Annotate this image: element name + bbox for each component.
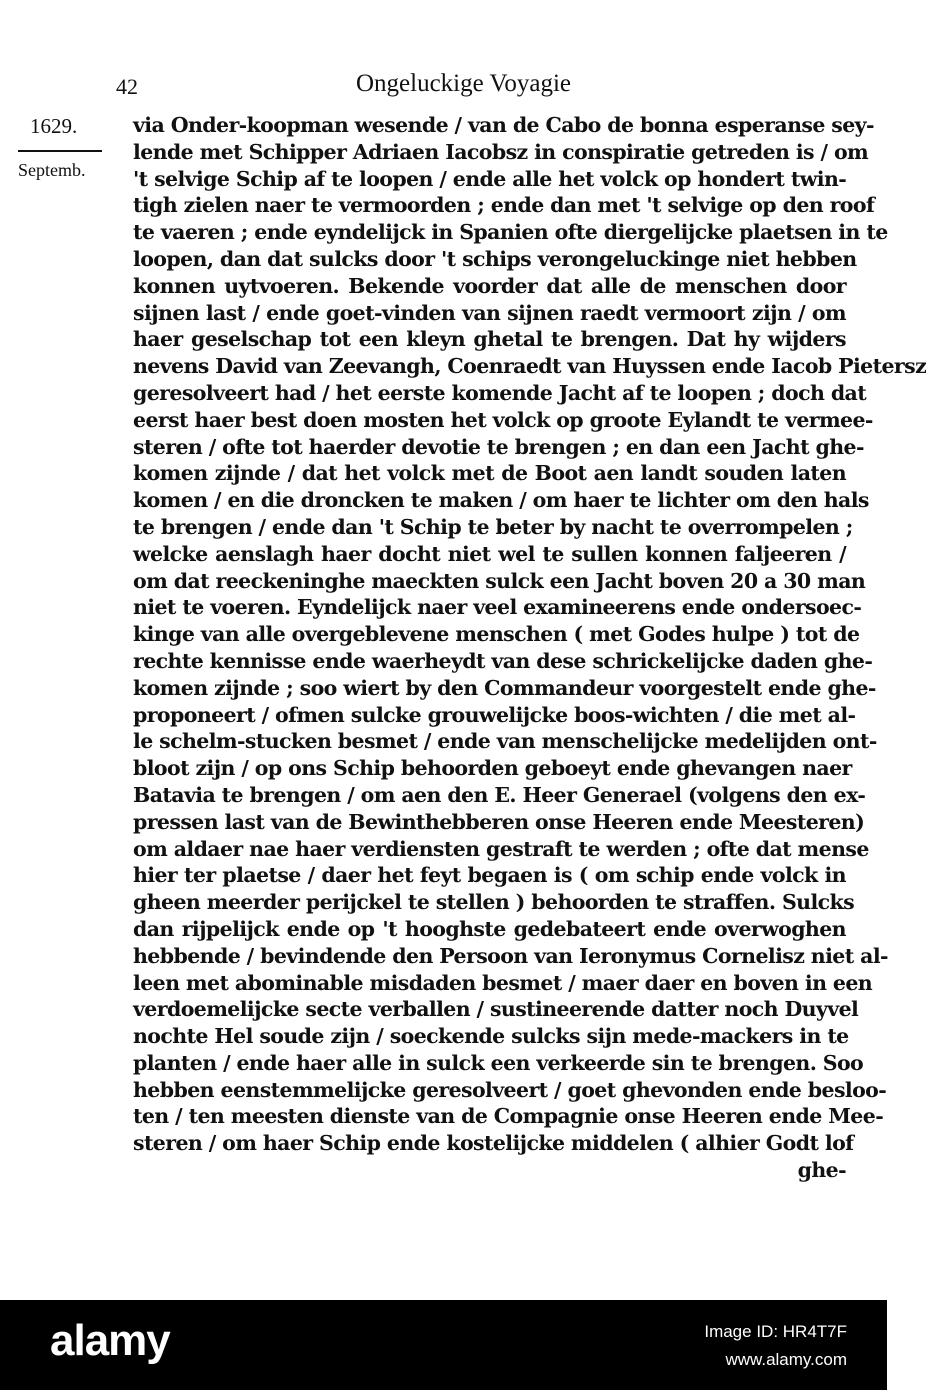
text-line: lende met Schipper Adriaen Iacobsz in conspiratie getreden is / om — [133, 139, 869, 164]
text-line: hebbende / bevindende den Persoon van Ieronymus Cornelisz niet al- — [133, 943, 888, 968]
text-line: eerst haer best doen mosten het volck op groote Eylandt te vermee- — [133, 407, 873, 432]
text-line: haer geselschap tot een kleyn ghetal te brengen. Dat hy wijders — [133, 327, 846, 352]
running-title: Ongeluckige Voyagie — [355, 70, 571, 97]
text-line: gheen meerder perijckel te stellen ) behoorden te straffen. Sulcks — [133, 890, 855, 915]
text-line: komen zijnde ; soo wiert by den Commandeur voorgestelt ende ghe- — [133, 675, 876, 700]
text-line: om dat reeckeninghe maeckten sulck een Jacht boven 20 a 30 man — [133, 568, 866, 593]
text-line: om aldaer nae haer verdiensten gestraft te werden ; ofte dat mense — [133, 836, 869, 861]
watermark-footer — [0, 1300, 887, 1390]
margin-note-month: Septemb. — [18, 160, 86, 180]
text-line: komen / en die droncken te maken / om haer te lichter om den hals — [133, 488, 869, 513]
margin-note-year: 1629. — [30, 114, 78, 138]
text-line: via Onder-koopman wesende / van de Cabo de bonna esperanse sey- — [133, 113, 874, 137]
text-line: le schelm-stucken besmet / ende van menschelijcke medelijden ont- — [133, 729, 877, 754]
footer-url: www.alamy.com — [725, 1350, 847, 1369]
body-text — [133, 112, 926, 1184]
margin-rule-divider — [18, 150, 102, 152]
text-line: nevens David van Zeevangh, Coenraedt van Huyssen ende Iacob Pietersz — [133, 354, 926, 379]
text-line: verdoemelijcke secte verballen / sustineerende datter noch Duyvel — [133, 997, 859, 1022]
text-line: proponeert / ofmen sulcke grouwelijcke boos-wichten / die met al- — [133, 702, 856, 727]
text-line: steren / ofte tot haerder devotie te brengen ; en dan een Jacht ghe- — [133, 434, 864, 459]
text-line: hier ter plaetse / daer het feyt begaen is ( om schip ende volck in — [133, 863, 846, 888]
text-line: niet te voeren. Eyndelijck naer veel examineerens ende ondersoec- — [133, 595, 862, 620]
text-line: steren / om haer Schip ende kostelijcke middelen ( alhier Godt lof — [133, 1131, 854, 1156]
text-line: komen zijnde / dat het volck met de Boot aen landt souden laten — [133, 461, 846, 486]
text-line: kinge van alle overgeblevene menschen ( met Godes hulpe ) tot de — [133, 622, 860, 647]
text-line: leen met abominable misdaden besmet / maer daer en boven in een — [133, 970, 873, 995]
text-line: dan rijpelijck ende op 't hooghste gedebateert ende overwoghen — [133, 916, 846, 941]
text-line: te vaeren ; ende eyndelijck in Spanien ofte diergelijcke plaetsen in te — [133, 220, 888, 245]
page-number: 42 — [116, 74, 138, 99]
text-line: hebben eenstemmelijcke geresolveert / goet ghevonden ende besloo- — [133, 1077, 887, 1102]
text-line: sijnen last / ende goet-vinden van sijnen raedt vermoort zijn / om — [133, 300, 846, 325]
image-id: Image ID: HR4T7F — [704, 1322, 847, 1341]
catchword: ghe- — [797, 1158, 846, 1183]
text-line: welcke aenslagh haer docht niet wel te sullen konnen faljeeren / — [133, 541, 846, 566]
text-line: loopen, dan dat sulcks door 't schips verongeluckinge niet hebben — [133, 246, 857, 271]
text-line: pressen last van de Bewinthebberen onse Heeren ende Meesteren) — [133, 809, 865, 834]
text-line: konnen uytvoeren. Bekende voorder dat alle de menschen door — [133, 273, 846, 298]
alamy-logo: alamy — [50, 1316, 170, 1365]
text-line: Batavia te brengen / om aen den E. Heer Generael (volgens den ex- — [133, 782, 866, 807]
text-line: geresolveert had / het eerste komende Jacht af te loopen ; doch dat — [133, 380, 867, 405]
text-line: bloot zijn / op ons Schip behoorden geboeyt ende ghevangen naer — [133, 756, 852, 781]
text-line: rechte kennisse ende waerheydt van dese schrickelijcke daden ghe- — [133, 648, 873, 673]
text-line: tigh zielen naer te vermoorden ; ende dan met 't selvige op den roof — [133, 193, 875, 218]
text-line: nochte Hel soude zijn / soeckende sulcks sijn mede-mackers in te — [133, 1024, 849, 1049]
text-line: 't selvige Schip af te loopen / ende alle het volck op hondert twin- — [133, 166, 847, 191]
text-line: planten / ende haer alle in sulck een verkeerde sin te brengen. Soo — [133, 1050, 864, 1075]
text-line: ten / ten meesten dienste van de Compagnie onse Heeren ende Mee- — [133, 1104, 884, 1129]
text-line: te brengen / ende dan 't Schip te beter by nacht te overrompelen ; — [133, 514, 853, 539]
